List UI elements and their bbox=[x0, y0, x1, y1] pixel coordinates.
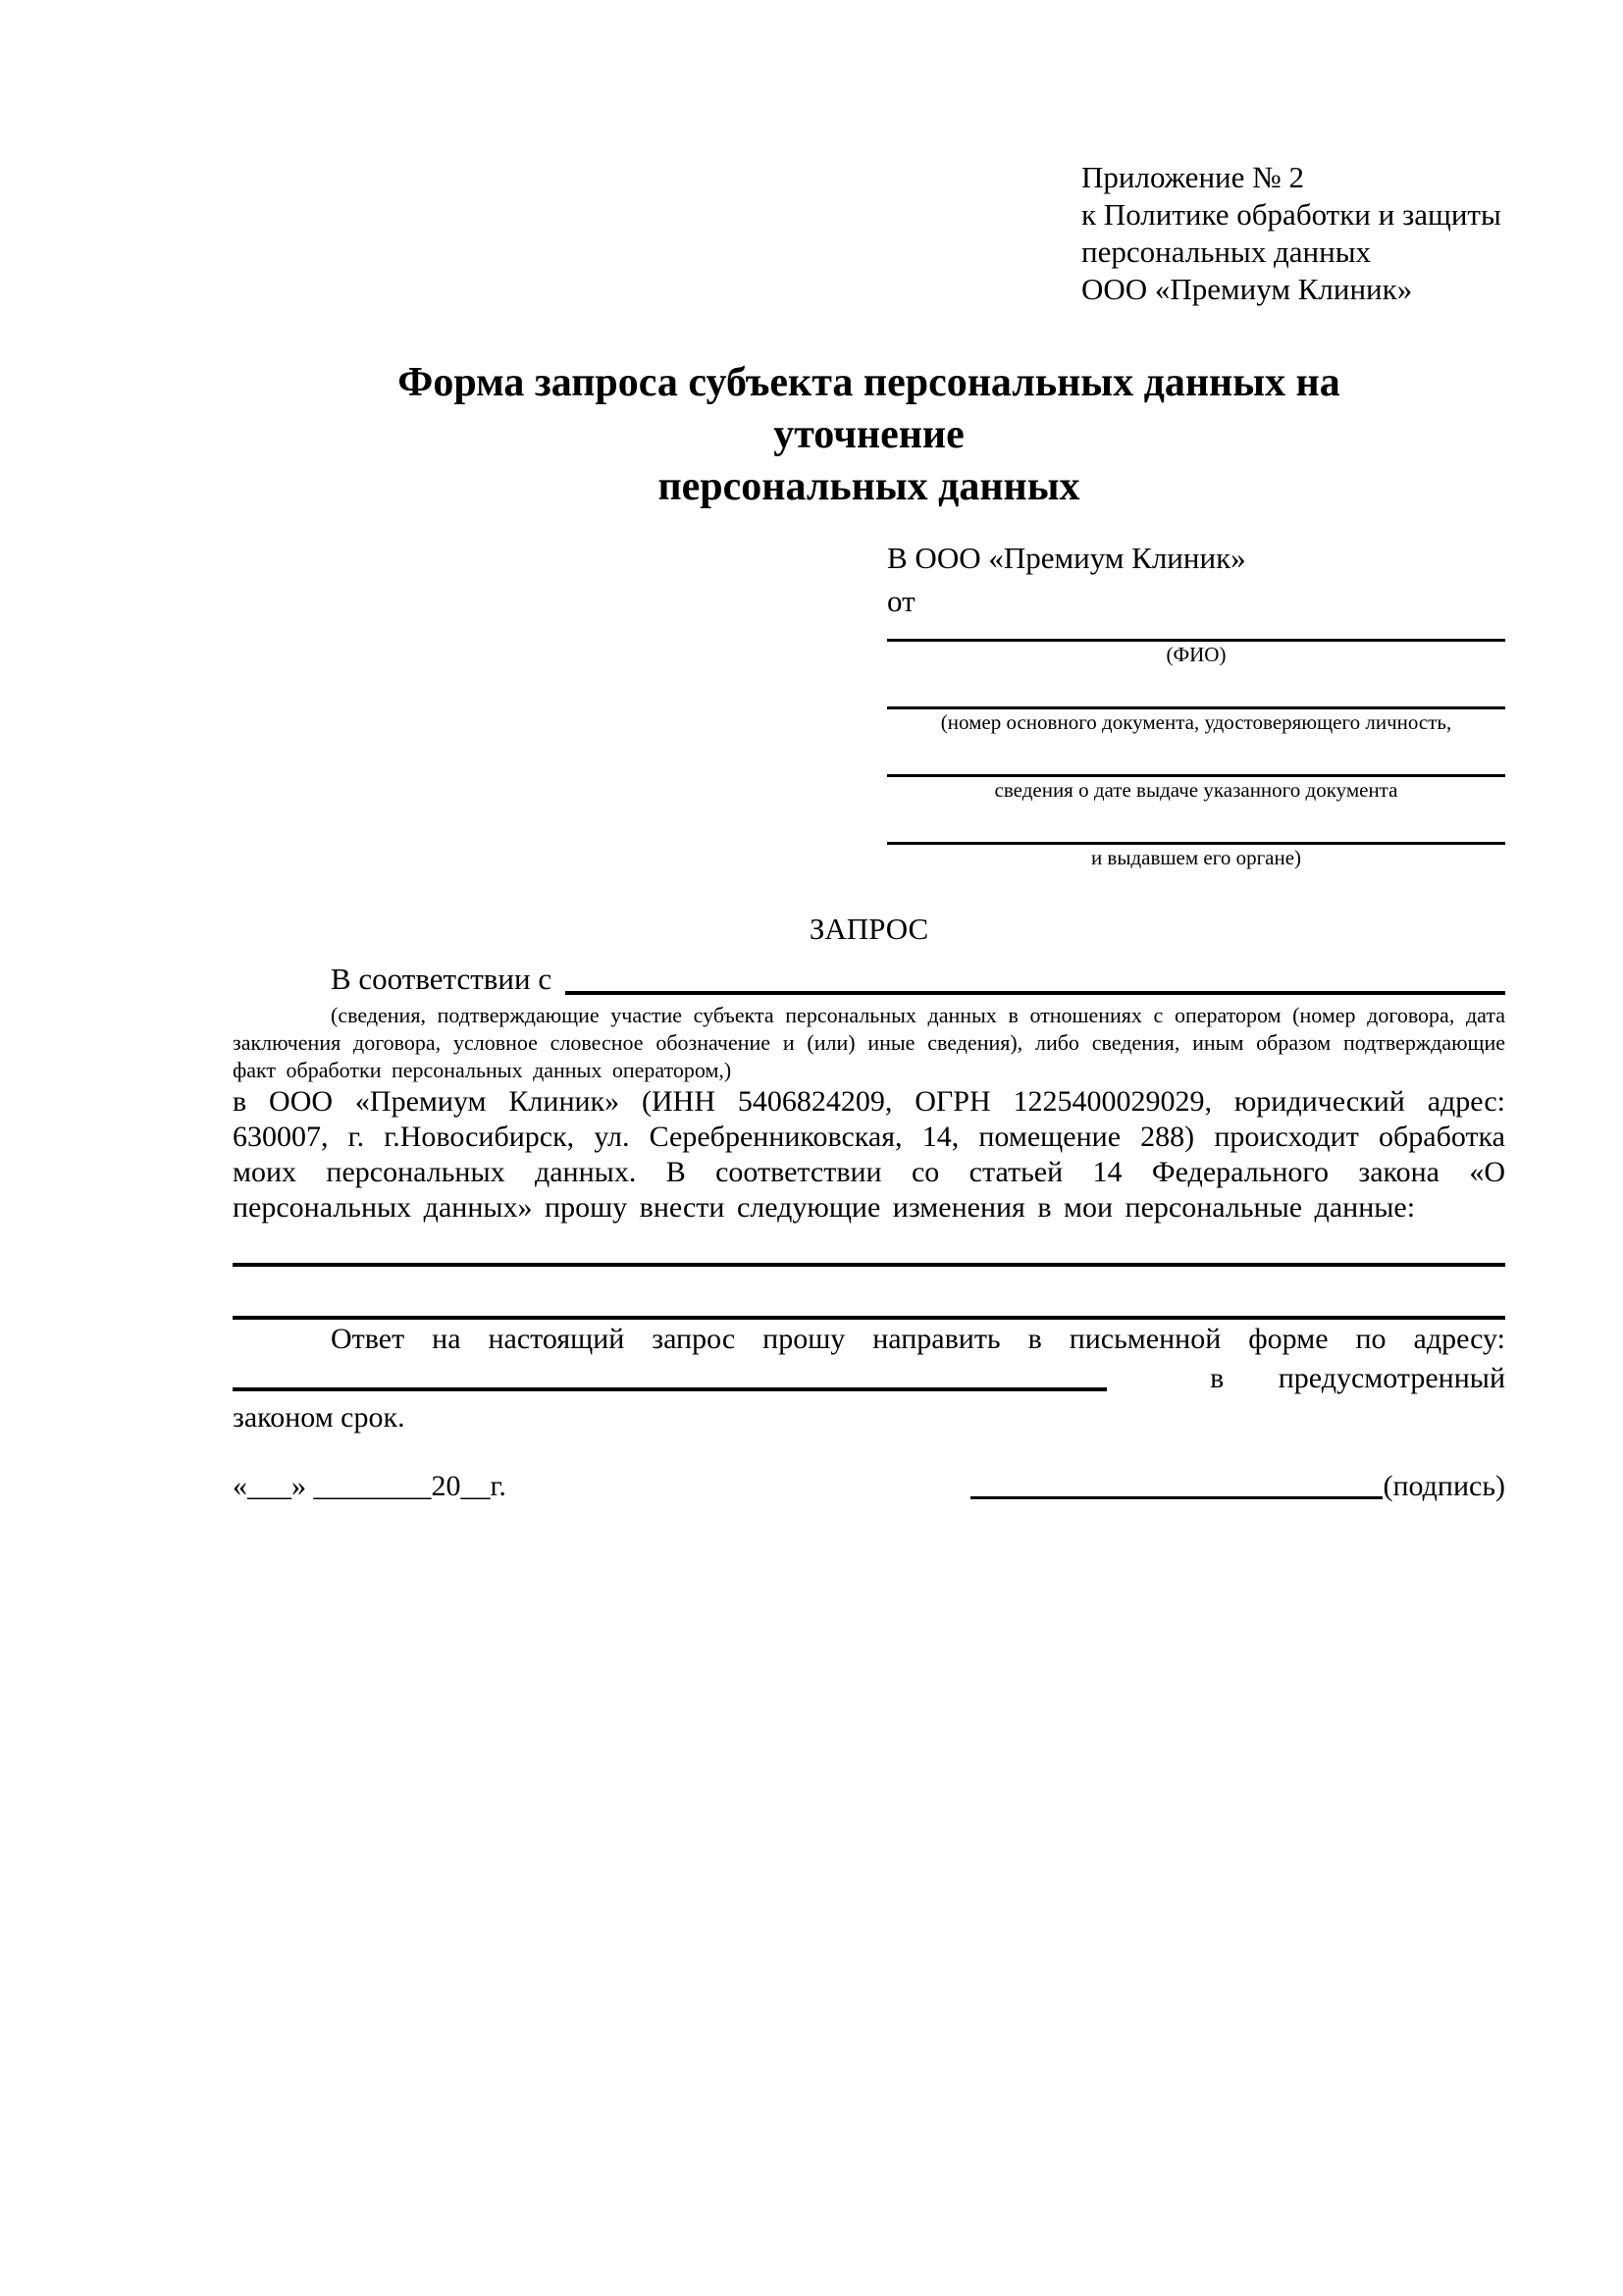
addressee-block bbox=[887, 537, 1505, 870]
signature-blank-line bbox=[970, 1496, 1383, 1499]
changes-blank-line-1 bbox=[233, 1247, 1505, 1267]
appendix-header bbox=[1081, 159, 1505, 308]
appendix-header-line: ООО «Премиум Клиник» bbox=[1081, 272, 1413, 306]
doc-number-caption: (номер основного документа, удостоверяющего личность, bbox=[940, 710, 1452, 734]
issue-date-blank-line bbox=[887, 758, 1505, 777]
signature-caption: (подпись) bbox=[1383, 1470, 1505, 1502]
issuing-authority-blank-line bbox=[887, 826, 1505, 845]
fio-blank-line bbox=[887, 623, 1505, 642]
doc-number-blank-line bbox=[887, 691, 1505, 709]
reply-address-row bbox=[233, 1359, 1505, 1398]
request-heading: ЗАПРОС bbox=[809, 912, 929, 946]
issue-date-field bbox=[887, 758, 1505, 803]
addressee-to: В ООО «Премиум Клиник» bbox=[887, 541, 1246, 575]
issuing-authority-caption: и выдавшем его органе) bbox=[1090, 846, 1302, 869]
address-blank-line bbox=[233, 1387, 1107, 1391]
fio-caption: (ФИО) bbox=[1166, 643, 1227, 666]
reply-paragraph: Ответ на настоящий запрос прошу направить в письменной форме по адресу: bbox=[331, 1323, 1505, 1355]
footnote-text: (сведения, подтверждающие участие субъекта персональных данных в отношениях с оператором (номер договора, дата заключения договора, условное словесное обозначение и (или) иные сведения), либо сведения, иным образом подтверждающие факт обработки персональных данных оператором,) bbox=[233, 1003, 1505, 1082]
changes-blank-line-2 bbox=[233, 1300, 1505, 1320]
intro-prefix: В соответствии с bbox=[331, 962, 552, 996]
date-blank-field: «___» ________20__г. bbox=[233, 1470, 506, 1502]
fio-field bbox=[887, 623, 1505, 667]
document-title-line: персональных данных bbox=[657, 464, 1080, 509]
date-signature-row bbox=[233, 1467, 1505, 1506]
document-title-line: Форма запроса субъекта персональных данных на уточнение bbox=[397, 360, 1340, 457]
appendix-header-line: к Политике обработки и защиты bbox=[1081, 197, 1501, 232]
addressee-from-label: от bbox=[887, 584, 916, 618]
intro-line bbox=[233, 957, 1505, 1002]
document-title bbox=[315, 357, 1424, 513]
reply-tail: законом срок. bbox=[233, 1401, 405, 1434]
body-paragraph: в ООО «Премиум Клиник» (ИНН 5406824209, ОГРН 1225400029029, юридический адрес: 630007, г. г.Новосибирск, ул. Серебренниковская, 14, помещение 288) происходит обработка моих персональных данных. В соответствии со статьей 14 Федерального закона «О персональных данных» прошу внести следующие изменения в мои персональные данные: bbox=[233, 1085, 1505, 1224]
issuing-authority-field bbox=[887, 826, 1505, 870]
issue-date-caption: сведения о дате выдаче указанного документа bbox=[994, 778, 1398, 802]
reply-suffix: в предусмотренный bbox=[1210, 1362, 1505, 1394]
appendix-header-line: Приложение № 2 bbox=[1081, 160, 1304, 194]
intro-blank-line bbox=[565, 991, 1505, 995]
appendix-header-line: персональных данных bbox=[1081, 235, 1372, 269]
signature-field bbox=[970, 1467, 1505, 1506]
doc-number-field bbox=[887, 691, 1505, 735]
